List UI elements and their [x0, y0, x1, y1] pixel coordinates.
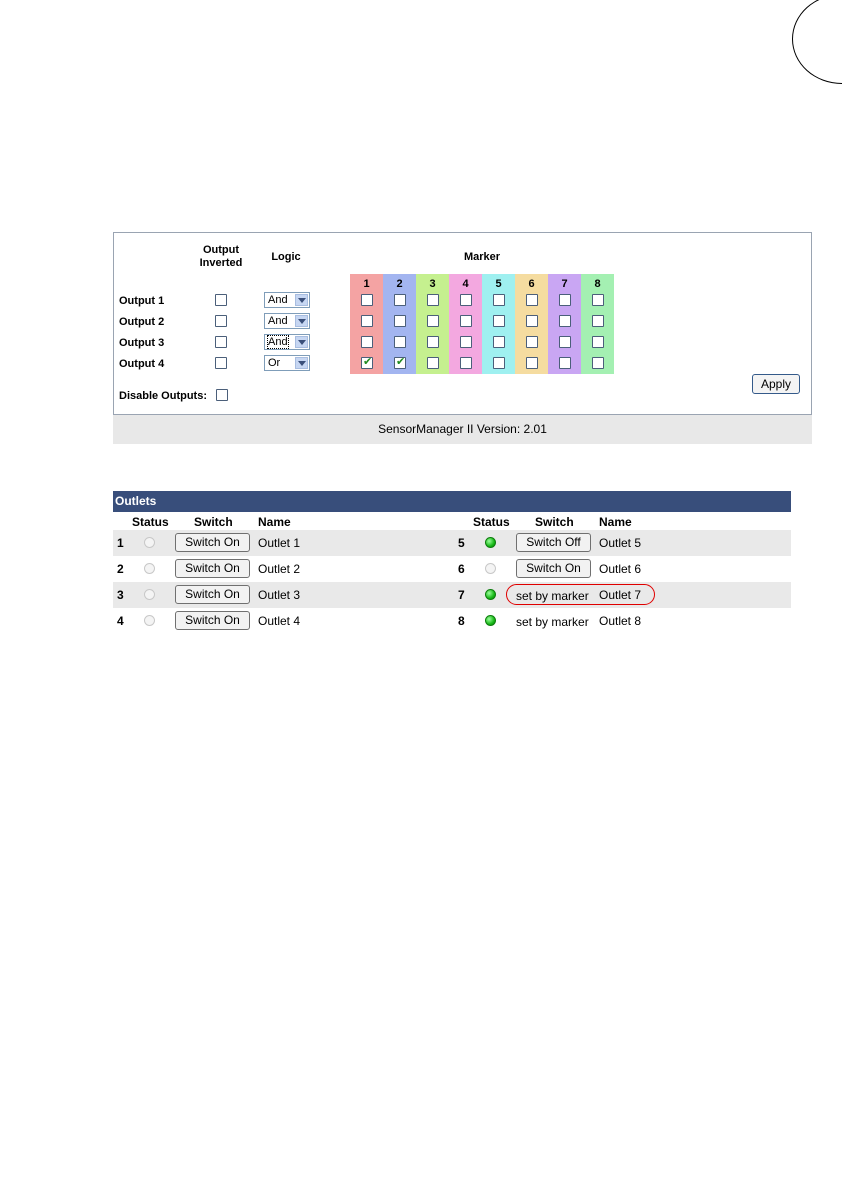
marker-checkbox[interactable]: [460, 294, 472, 306]
set-by-marker-text: set by marker: [516, 589, 589, 603]
output-inverted-checkbox[interactable]: [215, 315, 227, 327]
output-inverted-header: [191, 244, 251, 270]
outlet-name: Outlet 3: [258, 588, 301, 602]
marker-checkbox[interactable]: [592, 294, 604, 306]
outlet-row: [113, 530, 791, 556]
outlet-number: 8: [458, 614, 465, 628]
outlet-row: [113, 608, 791, 634]
outlet-name: Outlet 4: [258, 614, 301, 628]
marker-checkbox[interactable]: [526, 315, 538, 327]
switch-button[interactable]: Switch On: [175, 533, 250, 552]
logic-select-value: And: [268, 294, 288, 306]
marker-checkbox[interactable]: [493, 336, 505, 348]
output-inverted-checkbox[interactable]: [215, 294, 227, 306]
status-led-icon: [144, 589, 155, 600]
outlet-row: [113, 556, 791, 582]
output-inverted-header-line1: Output: [202, 244, 240, 256]
outlet-number: 6: [458, 562, 465, 576]
outlet-number: 7: [458, 588, 465, 602]
switch-button[interactable]: Switch Off: [516, 533, 591, 552]
marker-checkbox[interactable]: [394, 315, 406, 327]
marker-checkbox[interactable]: [394, 357, 406, 369]
apply-button[interactable]: Apply: [752, 374, 800, 394]
marker-checkbox[interactable]: [592, 357, 604, 369]
marker-header: Marker: [463, 251, 501, 263]
marker-checkbox[interactable]: [559, 315, 571, 327]
outlet-name: Outlet 2: [258, 562, 301, 576]
status-led-icon: [144, 615, 155, 626]
marker-checkbox[interactable]: [559, 336, 571, 348]
outlet-number: 1: [117, 536, 124, 550]
marker-checkbox[interactable]: [526, 357, 538, 369]
outlets-title: Outlets: [113, 491, 791, 512]
disable-outputs-checkbox[interactable]: [216, 389, 228, 401]
output-config-panel: [113, 232, 812, 444]
marker-number: 7: [561, 278, 568, 290]
outlet-number: 4: [117, 614, 124, 628]
logic-select-value: And: [268, 336, 288, 348]
marker-checkbox[interactable]: [394, 336, 406, 348]
marker-checkbox[interactable]: [460, 357, 472, 369]
status-led-icon: [485, 537, 496, 548]
marker-checkbox[interactable]: [559, 357, 571, 369]
logic-select[interactable]: [264, 334, 310, 350]
outlet-number: 2: [117, 562, 124, 576]
marker-checkbox[interactable]: [361, 294, 373, 306]
marker-checkbox[interactable]: [493, 357, 505, 369]
output-inverted-header-line2: Inverted: [199, 257, 243, 269]
switch-button[interactable]: Switch On: [175, 559, 250, 578]
marker-checkbox[interactable]: [361, 357, 373, 369]
output-label: Output 1: [119, 295, 165, 307]
outlet-name: Outlet 6: [599, 562, 642, 576]
logic-select[interactable]: [264, 355, 310, 371]
switch-button[interactable]: Switch On: [516, 559, 591, 578]
marker-checkbox[interactable]: [460, 336, 472, 348]
outlet-name: Outlet 5: [599, 536, 642, 550]
outlets-panel: [113, 491, 791, 633]
page-edge-arc: [792, 0, 842, 84]
logic-select[interactable]: [264, 292, 310, 308]
status-led-icon: [485, 615, 496, 626]
chevron-down-icon[interactable]: [295, 336, 308, 348]
logic-select-value: And: [268, 315, 288, 327]
logic-select[interactable]: [264, 313, 310, 329]
marker-checkbox[interactable]: [493, 315, 505, 327]
marker-checkbox[interactable]: [559, 294, 571, 306]
output-inverted-checkbox[interactable]: [215, 336, 227, 348]
name-header-left: Name: [258, 515, 291, 529]
chevron-down-icon[interactable]: [295, 294, 308, 306]
disable-outputs-label: Disable Outputs:: [119, 390, 208, 402]
marker-checkbox[interactable]: [592, 315, 604, 327]
logic-select-value: Or: [268, 357, 281, 369]
status-header-right: Status: [473, 515, 510, 529]
marker-checkbox[interactable]: [592, 336, 604, 348]
outlet-number: 5: [458, 536, 465, 550]
status-led-icon: [485, 563, 496, 574]
output-label: Output 4: [119, 358, 165, 370]
marker-checkbox[interactable]: [427, 336, 439, 348]
marker-checkbox[interactable]: [526, 336, 538, 348]
marker-number: 1: [363, 278, 370, 290]
marker-checkbox[interactable]: [493, 294, 505, 306]
output-config-body: [113, 232, 812, 415]
marker-checkbox[interactable]: [427, 294, 439, 306]
name-header-right: Name: [599, 515, 632, 529]
outlet-name: Outlet 7: [599, 588, 642, 602]
marker-checkbox[interactable]: [361, 315, 373, 327]
marker-checkbox[interactable]: [361, 336, 373, 348]
status-led-icon: [144, 563, 155, 574]
output-inverted-checkbox[interactable]: [215, 357, 227, 369]
switch-header-left: Switch: [194, 515, 233, 529]
logic-header: Logic: [271, 251, 301, 263]
marker-number: 4: [462, 278, 469, 290]
marker-checkbox[interactable]: [460, 315, 472, 327]
output-label: Output 3: [119, 337, 165, 349]
marker-number: 5: [495, 278, 502, 290]
outlet-row: [113, 582, 791, 608]
switch-button[interactable]: Switch On: [175, 585, 250, 604]
version-footer: SensorManager II Version: 2.01: [113, 415, 812, 444]
switch-header-right: Switch: [535, 515, 574, 529]
status-header-left: Status: [132, 515, 169, 529]
chevron-down-icon[interactable]: [295, 315, 308, 327]
highlight-ellipse: [506, 584, 655, 605]
switch-button[interactable]: Switch On: [175, 611, 250, 630]
marker-number: 2: [396, 278, 403, 290]
outlet-name: Outlet 8: [599, 614, 642, 628]
marker-checkbox[interactable]: [394, 294, 406, 306]
output-label: Output 2: [119, 316, 165, 328]
set-by-marker-text: set by marker: [516, 615, 589, 629]
outlet-name: Outlet 1: [258, 536, 301, 550]
marker-checkbox[interactable]: [427, 315, 439, 327]
status-led-icon: [485, 589, 496, 600]
chevron-down-icon[interactable]: [295, 357, 308, 369]
status-led-icon: [144, 537, 155, 548]
marker-number: 6: [528, 278, 535, 290]
marker-checkbox[interactable]: [427, 357, 439, 369]
marker-number: 8: [594, 278, 601, 290]
outlet-number: 3: [117, 588, 124, 602]
marker-checkbox[interactable]: [526, 294, 538, 306]
marker-number: 3: [429, 278, 436, 290]
